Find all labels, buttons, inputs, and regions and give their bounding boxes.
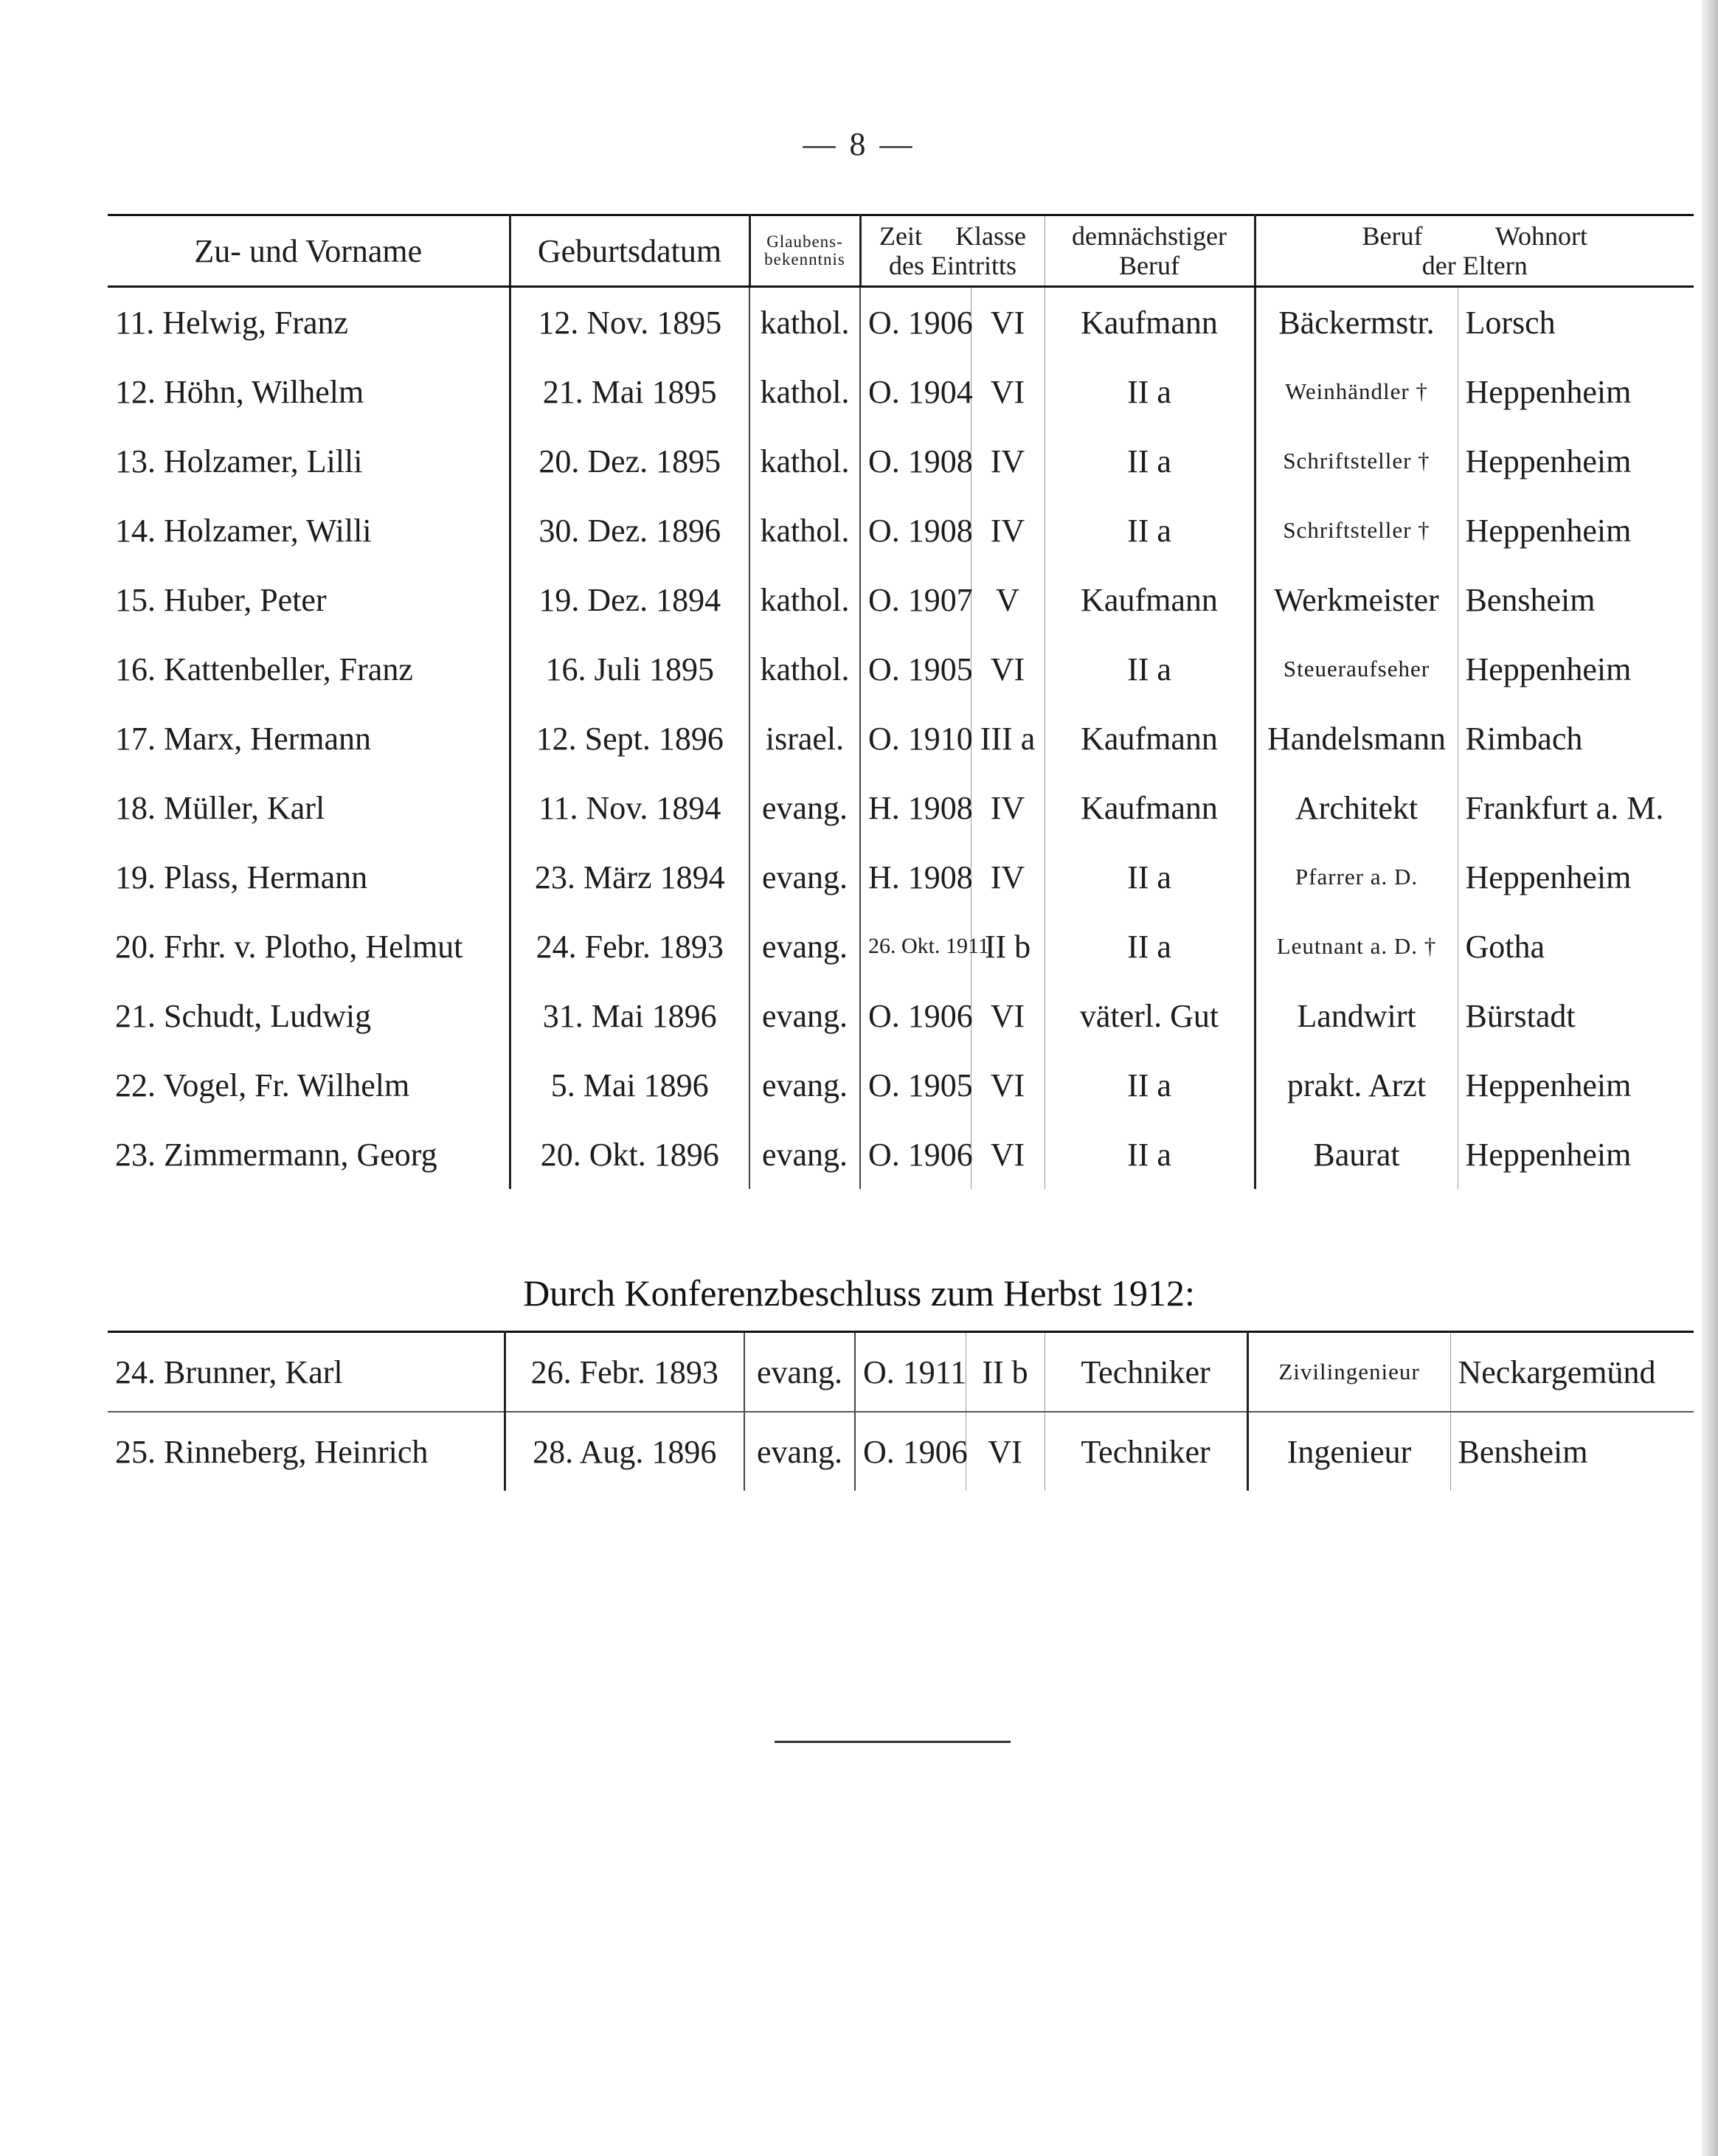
parent-occupation: Schriftsteller † [1255, 426, 1458, 496]
header-parents [1255, 215, 1694, 287]
header-residence: Wohnort [1494, 221, 1587, 251]
table-row [108, 565, 1694, 634]
religion: israel. [749, 704, 860, 773]
student-table [108, 214, 1694, 1189]
table-header-row [108, 215, 1694, 287]
birthdate: 23. März 1894 [510, 842, 749, 912]
entry-class: II b [971, 912, 1045, 981]
future-career: II a [1045, 842, 1255, 912]
future-career: II a [1045, 496, 1255, 565]
header-religion-line1: Glaubens- [766, 232, 843, 251]
future-career: II a [1045, 634, 1255, 704]
birthdate: 24. Febr. 1893 [510, 912, 749, 981]
birthdate: 16. Juli 1895 [510, 634, 749, 704]
header-future [1045, 215, 1255, 287]
scan-edge [1702, 0, 1718, 2156]
parent-occupation: Bäckermstr. [1255, 287, 1458, 358]
student-number: 15. [115, 581, 156, 618]
header-entry-top [865, 221, 1042, 251]
residence: Heppenheim [1458, 496, 1694, 565]
student-name-cell [108, 565, 510, 634]
student-number: 18. [115, 789, 156, 826]
residence: Neckargemünd [1450, 1332, 1694, 1413]
student-name: Brunner, Karl [164, 1353, 343, 1390]
student-number: 24. [115, 1353, 156, 1390]
student-number: 22. [115, 1067, 156, 1103]
closing-rule [775, 1741, 1011, 1743]
student-name: Huber, Peter [164, 581, 327, 618]
residence: Heppenheim [1458, 426, 1694, 496]
student-name: Marx, Hermann [164, 720, 372, 757]
entry-class: VI [971, 1120, 1045, 1189]
religion: kathol. [749, 634, 860, 704]
birthdate: 26. Febr. 1893 [505, 1332, 744, 1413]
future-career: II a [1045, 1120, 1255, 1189]
late-student-table [108, 1331, 1694, 1491]
future-career: Techniker [1045, 1332, 1247, 1413]
birthdate: 21. Mai 1895 [510, 357, 749, 426]
religion: evang. [749, 912, 860, 981]
entry-class: II b [966, 1332, 1045, 1413]
future-career: II a [1045, 912, 1255, 981]
table-row [108, 912, 1694, 981]
entry-class: IV [971, 426, 1045, 496]
birthdate: 20. Dez. 1895 [510, 426, 749, 496]
parent-occupation: Pfarrer a. D. [1255, 842, 1458, 912]
birthdate: 5. Mai 1896 [510, 1050, 749, 1120]
residence: Lorsch [1458, 287, 1694, 358]
table-row [108, 981, 1694, 1050]
future-career: väterl. Gut [1045, 981, 1255, 1050]
birthdate: 20. Okt. 1896 [510, 1120, 749, 1189]
entry-date: O. 1906 [860, 287, 971, 358]
parent-occupation: Zivilingenieur [1247, 1332, 1450, 1413]
entry-class: VI [971, 634, 1045, 704]
future-career: II a [1045, 426, 1255, 496]
entry-date: O. 1906 [860, 981, 971, 1050]
student-name-cell [108, 1412, 505, 1491]
student-name-cell [108, 1332, 505, 1413]
religion: kathol. [749, 287, 860, 358]
residence: Bürstadt [1458, 981, 1694, 1050]
religion: evang. [744, 1332, 855, 1413]
entry-date: O. 1906 [855, 1412, 966, 1491]
student-number: 13. [115, 443, 156, 479]
table-row [108, 426, 1694, 496]
table-row [108, 1332, 1694, 1413]
late-student-rows [108, 1332, 1694, 1491]
student-number: 17. [115, 720, 156, 757]
parent-occupation: Architekt [1255, 773, 1458, 842]
future-career: II a [1045, 357, 1255, 426]
residence: Heppenheim [1458, 634, 1694, 704]
table-row [108, 496, 1694, 565]
parent-occupation: Landwirt [1255, 981, 1458, 1050]
religion: evang. [749, 1050, 860, 1120]
religion: kathol. [749, 357, 860, 426]
religion: evang. [749, 773, 860, 842]
birthdate: 30. Dez. 1896 [510, 496, 749, 565]
student-name-cell [108, 426, 510, 496]
entry-date: O. 1905 [860, 634, 971, 704]
student-name: Müller, Karl [164, 789, 325, 826]
residence: Heppenheim [1458, 842, 1694, 912]
entry-class: VI [971, 287, 1045, 358]
entry-date: O. 1905 [860, 1050, 971, 1120]
student-number: 19. [115, 859, 156, 895]
entry-date: H. 1908 [860, 773, 971, 842]
header-religion [749, 215, 860, 287]
student-name-cell [108, 912, 510, 981]
student-name-cell [108, 357, 510, 426]
student-name: Zimmermann, Georg [164, 1136, 437, 1173]
student-number: 23. [115, 1136, 156, 1173]
header-parents-occupation: Beruf [1362, 221, 1423, 251]
entry-class: VI [966, 1412, 1045, 1491]
page-number: — 8 — [803, 126, 915, 162]
parent-occupation: Handelsmann [1255, 704, 1458, 773]
residence: Bensheim [1458, 565, 1694, 634]
table-row [108, 357, 1694, 426]
student-name-cell [108, 704, 510, 773]
student-name-cell [108, 842, 510, 912]
birthdate: 11. Nov. 1894 [510, 773, 749, 842]
header-future-line1: demnächstiger [1072, 221, 1227, 251]
header-entry-label: des Eintritts [889, 251, 1016, 280]
table-row [108, 634, 1694, 704]
religion: kathol. [749, 496, 860, 565]
parent-occupation: Weinhändler † [1255, 357, 1458, 426]
birthdate: 12. Sept. 1896 [510, 704, 749, 773]
religion: kathol. [749, 565, 860, 634]
entry-date: 26. Okt. 1911 [860, 912, 971, 981]
future-career: Kaufmann [1045, 704, 1255, 773]
student-name-cell [108, 1120, 510, 1189]
birthdate: 12. Nov. 1895 [510, 287, 749, 358]
parent-occupation: Baurat [1255, 1120, 1458, 1189]
student-name-cell [108, 634, 510, 704]
student-name-cell [108, 496, 510, 565]
table-row [108, 1120, 1694, 1189]
student-number: 21. [115, 997, 156, 1034]
entry-date: H. 1908 [860, 842, 971, 912]
table-row [108, 287, 1694, 358]
religion: evang. [749, 981, 860, 1050]
student-rows [108, 287, 1694, 1190]
parent-occupation: prakt. Arzt [1255, 1050, 1458, 1120]
entry-date: O. 1904 [860, 357, 971, 426]
header-class: Klasse [955, 221, 1026, 251]
student-name: Frhr. v. Plotho, Helmut [164, 928, 463, 965]
section-title: Durch Konferenzbeschluss zum Herbst 1912: [523, 1272, 1195, 1314]
future-career: II a [1045, 1050, 1255, 1120]
student-name: Holzamer, Lilli [164, 443, 363, 479]
entry-date: O. 1910 [860, 704, 971, 773]
entry-class: VI [971, 357, 1045, 426]
table-row [108, 1412, 1694, 1491]
student-name: Rinneberg, Heinrich [164, 1433, 429, 1470]
header-name: Zu- und Vorname [108, 215, 510, 287]
entry-class: III a [971, 704, 1045, 773]
student-name: Kattenbeller, Franz [164, 651, 413, 687]
entry-class: IV [971, 496, 1045, 565]
header-future-line2: Beruf [1119, 251, 1180, 280]
student-number: 12. [115, 373, 156, 410]
future-career: Techniker [1045, 1412, 1247, 1491]
birthdate: 31. Mai 1896 [510, 981, 749, 1050]
birthdate: 19. Dez. 1894 [510, 565, 749, 634]
entry-date: O. 1907 [860, 565, 971, 634]
student-number: 20. [115, 928, 156, 965]
header-birthdate: Geburtsdatum [510, 215, 749, 287]
entry-class: IV [971, 842, 1045, 912]
entry-date: O. 1908 [860, 426, 971, 496]
student-number: 14. [115, 512, 156, 549]
header-parents-label: der Eltern [1421, 251, 1528, 280]
parent-occupation: Schriftsteller † [1255, 496, 1458, 565]
header-time: Zeit [879, 221, 922, 251]
future-career: Kaufmann [1045, 287, 1255, 358]
entry-class: V [971, 565, 1045, 634]
student-name: Holzamer, Willi [164, 512, 372, 549]
parent-occupation: Steueraufseher [1255, 634, 1458, 704]
residence: Heppenheim [1458, 1050, 1694, 1120]
student-name-cell [108, 1050, 510, 1120]
entry-class: VI [971, 981, 1045, 1050]
entry-date: O. 1906 [860, 1120, 971, 1189]
student-number: 11. [115, 304, 155, 341]
future-career: Kaufmann [1045, 773, 1255, 842]
parent-occupation: Ingenieur [1247, 1412, 1450, 1491]
entry-class: VI [971, 1050, 1045, 1120]
residence: Heppenheim [1458, 357, 1694, 426]
table-row [108, 842, 1694, 912]
birthdate: 28. Aug. 1896 [505, 1412, 744, 1491]
header-religion-line2: bekenntnis [764, 250, 845, 268]
religion: evang. [749, 842, 860, 912]
entry-date: O. 1911 [855, 1332, 966, 1413]
student-number: 25. [115, 1433, 156, 1470]
student-name: Höhn, Wilhelm [164, 373, 364, 410]
table-row [108, 704, 1694, 773]
student-name-cell [108, 981, 510, 1050]
table-row [108, 773, 1694, 842]
table-row [108, 1050, 1694, 1120]
entry-class: IV [971, 773, 1045, 842]
religion: kathol. [749, 426, 860, 496]
residence: Heppenheim [1458, 1120, 1694, 1189]
student-name: Plass, Hermann [164, 859, 368, 895]
parent-occupation: Werkmeister [1255, 565, 1458, 634]
future-career: Kaufmann [1045, 565, 1255, 634]
student-name: Schudt, Ludwig [164, 997, 372, 1034]
header-parents-top [1259, 221, 1691, 251]
religion: evang. [744, 1412, 855, 1491]
religion: evang. [749, 1120, 860, 1189]
student-name: Helwig, Franz [162, 304, 349, 341]
residence: Rimbach [1458, 704, 1694, 773]
residence: Bensheim [1450, 1412, 1694, 1491]
header-entry [860, 215, 1045, 287]
student-name: Vogel, Fr. Wilhelm [163, 1067, 410, 1103]
student-number: 16. [115, 651, 156, 687]
residence: Frankfurt a. M. [1458, 773, 1694, 842]
parent-occupation: Leutnant a. D. † [1255, 912, 1458, 981]
residence: Gotha [1458, 912, 1694, 981]
entry-date: O. 1908 [860, 496, 971, 565]
student-name-cell [108, 287, 510, 358]
student-name-cell [108, 773, 510, 842]
